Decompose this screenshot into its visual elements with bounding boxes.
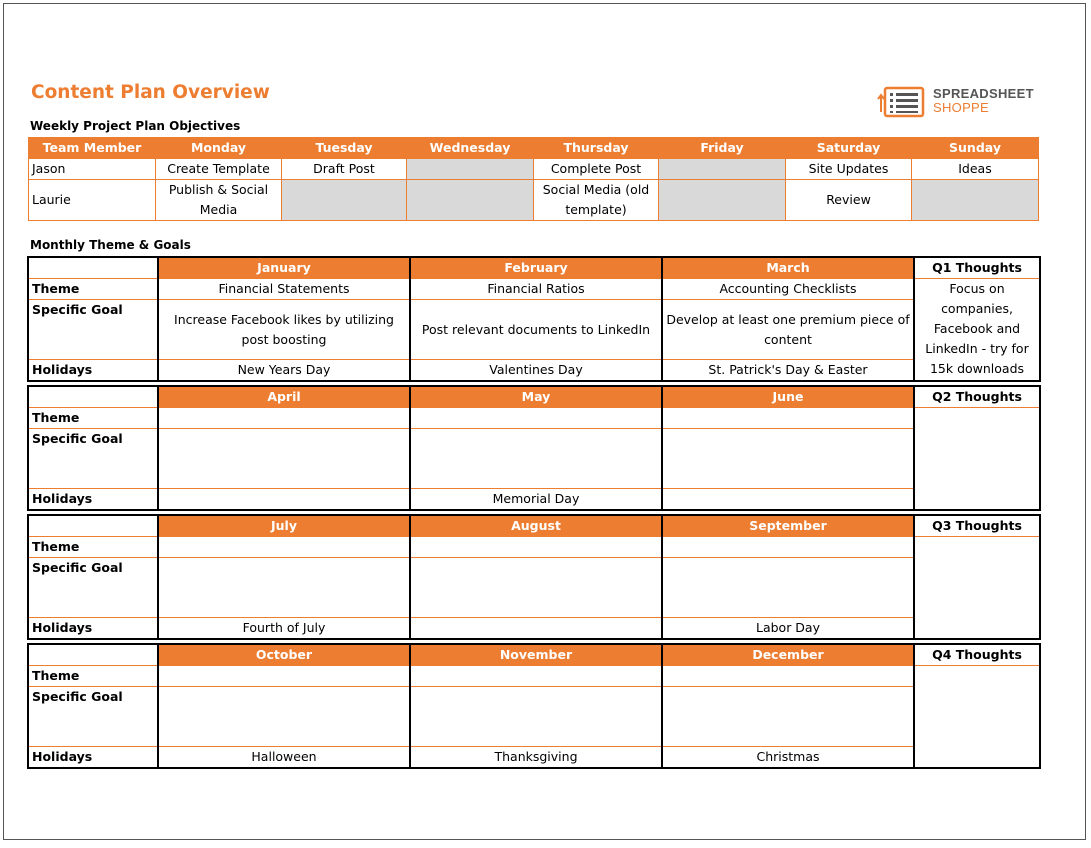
weekly-cell[interactable]: Ideas — [912, 159, 1039, 180]
weekly-header-row — [29, 138, 1039, 159]
weekly-cell[interactable]: Review — [786, 180, 912, 221]
monthly-section-label: Monthly Theme & Goals — [30, 238, 191, 252]
thoughts-cell[interactable] — [914, 408, 1040, 511]
holidays-row-label: Holidays — [28, 618, 158, 640]
weekly-cell[interactable] — [912, 180, 1039, 221]
theme-cell[interactable]: Financial Ratios — [410, 279, 662, 300]
month-header[interactable]: April — [158, 386, 410, 408]
holiday-cell[interactable]: New Years Day — [158, 360, 410, 382]
theme-cell[interactable] — [410, 408, 662, 429]
holiday-cell[interactable] — [158, 489, 410, 511]
theme-cell[interactable] — [662, 666, 914, 687]
weekly-header-cell[interactable]: Saturday — [786, 138, 912, 159]
month-header[interactable]: July — [158, 515, 410, 537]
theme-row-label: Theme — [28, 408, 158, 429]
holiday-cell[interactable]: Thanksgiving — [410, 747, 662, 769]
thoughts-header[interactable]: Q2 Thoughts — [914, 386, 1040, 408]
quarter-table-q3 — [27, 514, 1041, 640]
goal-cell[interactable] — [662, 687, 914, 747]
month-header[interactable]: October — [158, 644, 410, 666]
weekly-header-cell[interactable]: Sunday — [912, 138, 1039, 159]
goal-cell[interactable]: Develop at least one premium piece of content — [662, 300, 914, 360]
weekly-cell[interactable]: Complete Post — [534, 159, 659, 180]
weekly-row — [29, 159, 1039, 180]
team-member-cell[interactable]: Laurie — [29, 180, 156, 221]
theme-row-label: Theme — [28, 279, 158, 300]
thoughts-header[interactable]: Q1 Thoughts — [914, 257, 1040, 279]
thoughts-header[interactable]: Q4 Thoughts — [914, 644, 1040, 666]
holidays-row-label: Holidays — [28, 747, 158, 769]
thoughts-cell[interactable]: Focus on companies, Facebook and LinkedIn - try for 15k downloads — [925, 281, 1029, 376]
goal-cell[interactable] — [158, 558, 410, 618]
goal-cell[interactable] — [662, 429, 914, 489]
theme-cell[interactable] — [158, 537, 410, 558]
blank-corner-cell — [28, 386, 158, 408]
month-header[interactable]: February — [410, 257, 662, 279]
theme-row-label: Theme — [28, 666, 158, 687]
weekly-header-cell[interactable]: Friday — [659, 138, 786, 159]
weekly-cell[interactable]: Site Updates — [786, 159, 912, 180]
weekly-cell[interactable] — [407, 159, 534, 180]
quarter-table-q1 — [27, 256, 1041, 382]
logo-line2: SHOPPE — [933, 100, 989, 115]
month-header[interactable]: June — [662, 386, 914, 408]
holidays-row-label: Holidays — [28, 360, 158, 382]
quarter-table-q2 — [27, 385, 1041, 511]
holiday-cell[interactable]: Fourth of July — [158, 618, 410, 640]
blank-corner-cell — [28, 644, 158, 666]
holiday-cell[interactable]: Labor Day — [662, 618, 914, 640]
goal-cell[interactable] — [410, 429, 662, 489]
theme-cell[interactable] — [410, 666, 662, 687]
goal-cell[interactable]: Post relevant documents to LinkedIn — [410, 300, 662, 360]
weekly-cell[interactable]: Publish & Social Media — [156, 180, 282, 221]
blank-corner-cell — [28, 515, 158, 537]
goal-cell[interactable]: Increase Facebook likes by utilizing post boosting — [158, 300, 410, 360]
blank-corner-cell — [28, 257, 158, 279]
theme-cell[interactable] — [662, 537, 914, 558]
weekly-cell[interactable]: Social Media (old template) — [534, 180, 659, 221]
logo-line1: SPREADSHEET — [933, 86, 1034, 101]
weekly-cell[interactable] — [407, 180, 534, 221]
weekly-section-label: Weekly Project Plan Objectives — [30, 119, 241, 133]
weekly-header-cell[interactable]: Monday — [156, 138, 282, 159]
theme-cell[interactable] — [158, 408, 410, 429]
goal-cell[interactable] — [410, 558, 662, 618]
spreadsheet-page — [3, 3, 1086, 840]
holiday-cell[interactable]: Christmas — [662, 747, 914, 769]
page-title: Content Plan Overview — [31, 82, 270, 103]
month-header[interactable]: March — [662, 257, 914, 279]
spreadsheet-logo-icon — [877, 84, 927, 120]
theme-cell[interactable] — [158, 666, 410, 687]
goal-row-label: Specific Goal — [28, 558, 158, 618]
holidays-row-label: Holidays — [28, 489, 158, 511]
weekly-cell[interactable] — [659, 159, 786, 180]
theme-row-label: Theme — [28, 537, 158, 558]
spreadsheet-shoppe-logo — [877, 82, 1037, 122]
month-header[interactable]: August — [410, 515, 662, 537]
goal-row-label: Specific Goal — [28, 300, 158, 360]
holiday-cell[interactable]: Memorial Day — [410, 489, 662, 511]
thoughts-cell[interactable] — [914, 537, 1040, 640]
theme-cell[interactable]: Accounting Checklists — [662, 279, 914, 300]
weekly-header-cell[interactable]: Thursday — [534, 138, 659, 159]
holiday-cell[interactable] — [662, 489, 914, 511]
weekly-header-cell[interactable]: Team Member — [29, 138, 156, 159]
goal-row-label: Specific Goal — [28, 687, 158, 747]
theme-cell[interactable] — [410, 537, 662, 558]
month-header[interactable]: May — [410, 386, 662, 408]
holiday-cell[interactable]: St. Patrick's Day & Easter — [662, 360, 914, 382]
month-header[interactable]: December — [662, 644, 914, 666]
logo-wordmark — [933, 87, 1034, 115]
weekly-header-cell[interactable]: Wednesday — [407, 138, 534, 159]
theme-cell[interactable] — [662, 408, 914, 429]
thoughts-header[interactable]: Q3 Thoughts — [914, 515, 1040, 537]
theme-cell[interactable]: Financial Statements — [158, 279, 410, 300]
goal-cell[interactable] — [158, 429, 410, 489]
weekly-plan-table — [28, 137, 1039, 221]
weekly-row — [29, 180, 1039, 221]
quarter-table-q4 — [27, 643, 1041, 769]
goal-row-label: Specific Goal — [28, 429, 158, 489]
holiday-cell[interactable]: Halloween — [158, 747, 410, 769]
holiday-cell[interactable]: Valentines Day — [410, 360, 662, 382]
month-header[interactable]: January — [158, 257, 410, 279]
holiday-cell[interactable] — [410, 618, 662, 640]
thoughts-cell[interactable] — [914, 666, 1040, 769]
weekly-cell[interactable] — [282, 180, 407, 221]
weekly-cell[interactable]: Create Template — [156, 159, 282, 180]
weekly-cell[interactable]: Draft Post — [282, 159, 407, 180]
month-header[interactable]: September — [662, 515, 914, 537]
weekly-cell[interactable] — [659, 180, 786, 221]
goal-cell[interactable] — [662, 558, 914, 618]
goal-cell[interactable] — [410, 687, 662, 747]
weekly-header-cell[interactable]: Tuesday — [282, 138, 407, 159]
goal-cell[interactable] — [158, 687, 410, 747]
month-header[interactable]: November — [410, 644, 662, 666]
team-member-cell[interactable]: Jason — [29, 159, 156, 180]
